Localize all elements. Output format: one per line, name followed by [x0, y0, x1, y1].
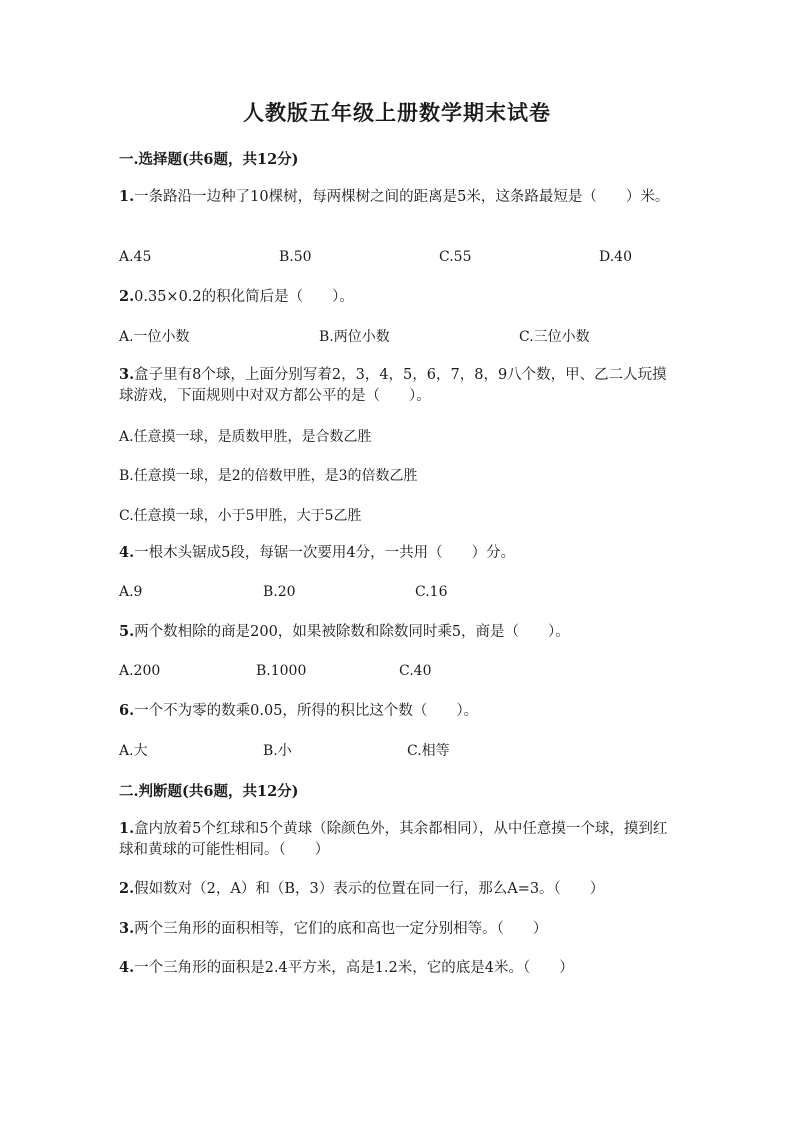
question-number: 1.: [119, 820, 135, 837]
question-item: [119, 918, 679, 940]
question-number: 6.: [119, 702, 135, 719]
option-c: C.40: [399, 663, 432, 679]
option-a: A.大: [119, 743, 148, 759]
option-c: C.任意摸一球，小于5甲胜，大于5乙胜: [119, 508, 362, 524]
question-text: 一个三角形的面积是2.4平方米，高是1.2米，它的底是4米。（ ）: [134, 960, 574, 976]
question-number: 3.: [119, 920, 135, 937]
question-number: 1.: [119, 188, 135, 205]
question-item: [119, 700, 679, 722]
question-item: [119, 878, 679, 900]
question-number: 2.: [119, 288, 135, 305]
option-b: B.1000: [256, 663, 307, 679]
question-number: 2.: [119, 880, 135, 897]
question-text: 一根木头锯成5段，每锯一次要用4分，一共用（ ）分。: [134, 545, 516, 561]
option-b: B.两位小数: [319, 329, 390, 345]
option-d: D.40: [599, 249, 632, 265]
page-title: 人教版五年级上册数学期末试卷: [243, 100, 551, 125]
question-text: 一条路沿一边种了10棵树，每两棵树之间的距离是5米，这条路最短是（ ）米。: [134, 189, 670, 205]
question-item: [119, 818, 679, 861]
question-text: 一个不为零的数乘0.05，所得的积比这个数（ ）。: [134, 703, 479, 719]
option-c: C.相等: [407, 743, 450, 759]
question-text: 两个数相除的商是200，如果被除数和除数同时乘5，商是（ ）。: [134, 624, 570, 640]
option-c: C.三位小数: [519, 329, 590, 345]
option-b: B.50: [279, 249, 312, 265]
option-b: B.20: [263, 584, 296, 600]
option-a: A.9: [119, 584, 143, 600]
question-text: 假如数对（2，A）和（B，3）表示的位置在同一行，那么A=3。（ ）: [134, 881, 605, 897]
option-a: A.一位小数: [119, 329, 190, 345]
question-item: [119, 286, 679, 308]
option-b: B.任意摸一球，是2的倍数甲胜，是3的倍数乙胜: [119, 468, 418, 484]
question-item: [119, 186, 679, 208]
option-a: A.200: [119, 663, 161, 679]
option-c: C.16: [415, 584, 448, 600]
option-a: A.45: [119, 249, 152, 265]
question-text: 两个三角形的面积相等，它们的底和高也一定分别相等。（ ）: [134, 921, 548, 937]
question-item: [119, 542, 679, 564]
question-number: 4.: [119, 959, 135, 976]
question-number: 3.: [119, 366, 135, 383]
question-text: 盒子里有8个球，上面分别写着2，3，4，5，6，7，8，9八个数，甲、乙二人玩摸球游戏，下面规则中对双方都公平的是（ ）。: [119, 367, 667, 404]
section-heading-choice: 一.选择题(共6题，共12分): [119, 151, 299, 168]
option-c: C.55: [439, 249, 472, 265]
question-number: 5.: [119, 623, 135, 640]
question-number: 4.: [119, 544, 135, 561]
section-heading-judgement: 二.判断题(共6题，共12分): [119, 783, 299, 800]
option-b: B.小: [263, 743, 292, 759]
question-text: 0.35×0.2的积化简后是（ ）。: [134, 289, 354, 305]
question-text: 盒内放着5个红球和5个黄球（除颜色外，其余都相同），从中任意摸一个球，摸到红球和黄球的可能性相同。（ ）: [119, 821, 668, 858]
option-a: A.任意摸一球，是质数甲胜，是合数乙胜: [119, 429, 372, 445]
question-item: [119, 957, 679, 979]
question-item: [119, 364, 679, 407]
question-item: [119, 621, 679, 643]
